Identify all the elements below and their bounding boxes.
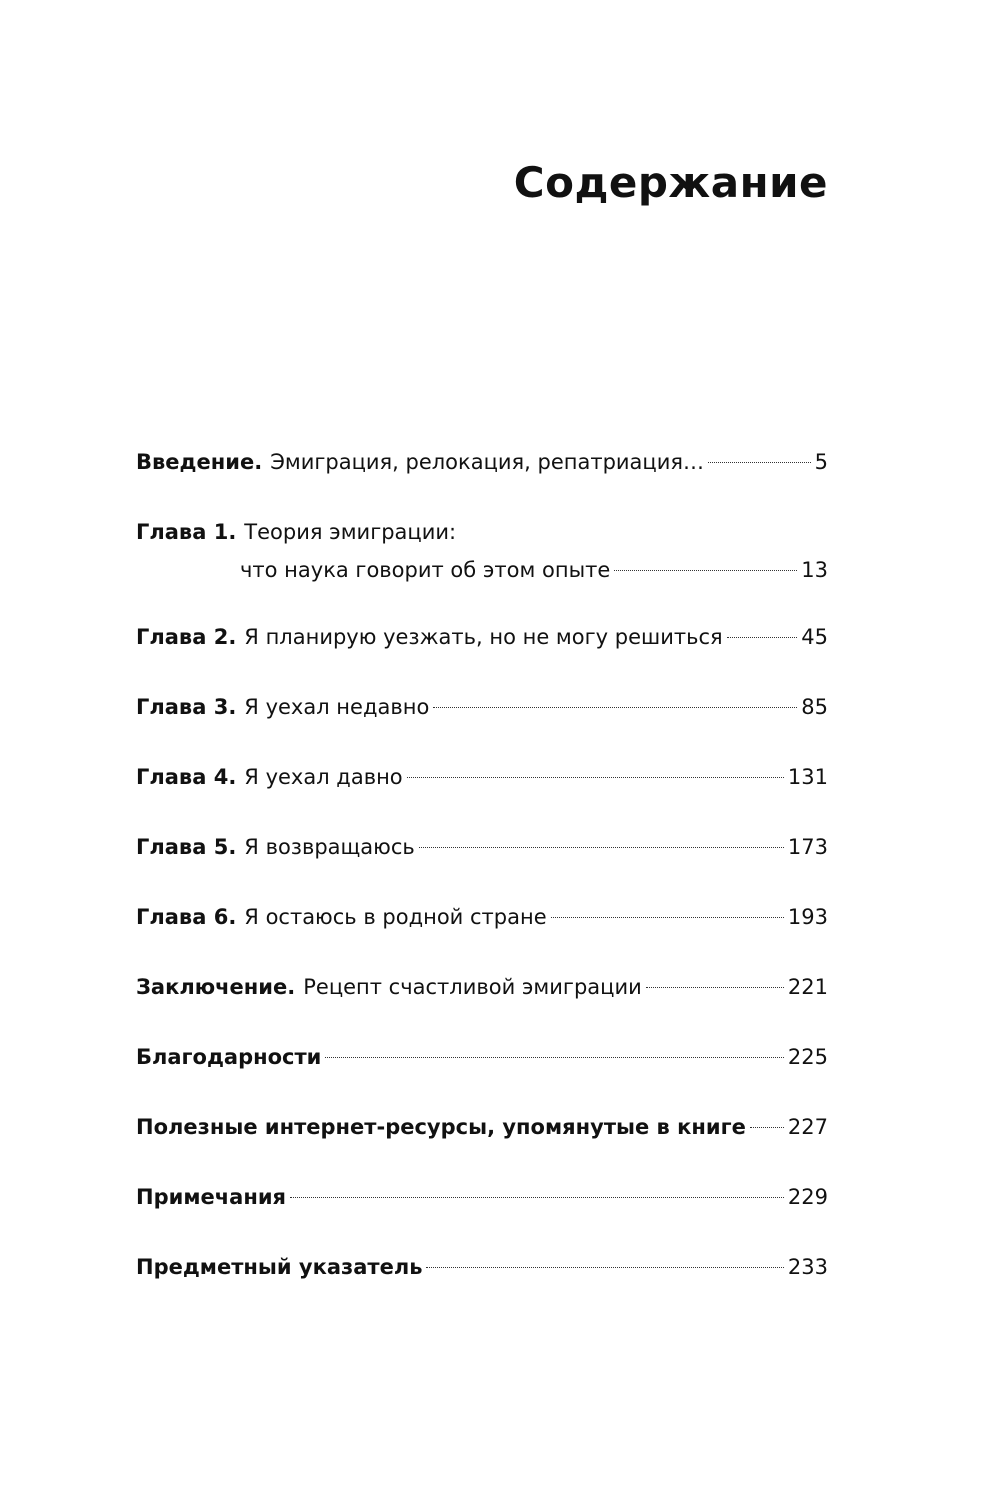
dot-leader — [290, 1197, 784, 1198]
toc-title: Я планирую уезжать, но не могу решиться — [244, 625, 723, 649]
toc-page-number: 233 — [787, 1255, 828, 1279]
toc-page-number: 85 — [801, 695, 828, 719]
toc-entry-chapter-5[interactable] — [136, 832, 828, 862]
dot-leader — [426, 1267, 783, 1268]
toc-page-number: 131 — [787, 765, 828, 789]
toc-label: Глава 2. — [136, 625, 237, 649]
dot-leader — [433, 707, 797, 708]
dot-leader — [727, 637, 798, 638]
toc-title: Примечания — [136, 1185, 287, 1209]
toc-entry-chapter-1[interactable] — [136, 517, 828, 585]
toc-label: Глава 6. — [136, 905, 237, 929]
toc-label: Глава 3. — [136, 695, 237, 719]
toc-title: Предметный указатель — [136, 1255, 423, 1279]
toc-page-number: 221 — [787, 975, 828, 999]
toc-label: Глава 5. — [136, 835, 237, 859]
dot-leader — [646, 987, 784, 988]
toc-page-number: 225 — [787, 1045, 828, 1069]
toc-label: Введение. — [136, 450, 263, 474]
toc-title: Я уехал давно — [244, 765, 403, 789]
dot-leader — [708, 462, 811, 463]
dot-leader — [750, 1127, 784, 1128]
toc-title: Полезные интернет-ресурсы, упомянутые в книге — [136, 1115, 746, 1139]
toc-entry-conclusion[interactable] — [136, 972, 828, 1002]
page-title: Содержание — [513, 158, 828, 207]
toc-page-number: 173 — [787, 835, 828, 859]
toc-title: Я уехал недавно — [244, 695, 430, 719]
toc-title: Рецепт счастливой эмиграции — [303, 975, 642, 999]
dot-leader — [325, 1057, 784, 1058]
toc-page-number: 193 — [787, 905, 828, 929]
dot-leader — [614, 570, 797, 571]
toc-page-number: 227 — [787, 1115, 828, 1139]
toc-title: Я возвращаюсь — [244, 835, 415, 859]
toc-page-number: 229 — [787, 1185, 828, 1209]
toc-page-number: 45 — [801, 625, 828, 649]
toc-label: Заключение. — [136, 975, 296, 999]
toc-title: Я остаюсь в родной стране — [244, 905, 547, 929]
toc-label: Глава 1. — [136, 520, 237, 544]
toc-entry-internet-resources[interactable] — [136, 1112, 828, 1142]
toc-entry-chapter-4[interactable] — [136, 762, 828, 792]
toc-label: Глава 4. — [136, 765, 237, 789]
toc-entry-acknowledgements[interactable] — [136, 1042, 828, 1072]
dot-leader — [407, 777, 784, 778]
toc-page-number: 13 — [801, 558, 828, 582]
toc-entry-introduction[interactable] — [136, 447, 828, 477]
toc-entry-notes[interactable] — [136, 1182, 828, 1212]
toc-entry-subject-index[interactable] — [136, 1252, 828, 1282]
toc-page-number: 5 — [814, 450, 828, 474]
toc-entry-chapter-2[interactable] — [136, 622, 828, 652]
toc-title-line-1: Теория эмиграции: — [244, 520, 457, 544]
dot-leader — [551, 917, 784, 918]
toc-entry-chapter-6[interactable] — [136, 902, 828, 932]
toc-title-line-2: что наука говорит об этом опыте — [240, 558, 611, 582]
dot-leader — [419, 847, 784, 848]
toc-title: Эмиграция, релокация, репатриация… — [270, 450, 704, 474]
toc-title: Благодарности — [136, 1045, 322, 1069]
toc-entry-chapter-3[interactable] — [136, 692, 828, 722]
